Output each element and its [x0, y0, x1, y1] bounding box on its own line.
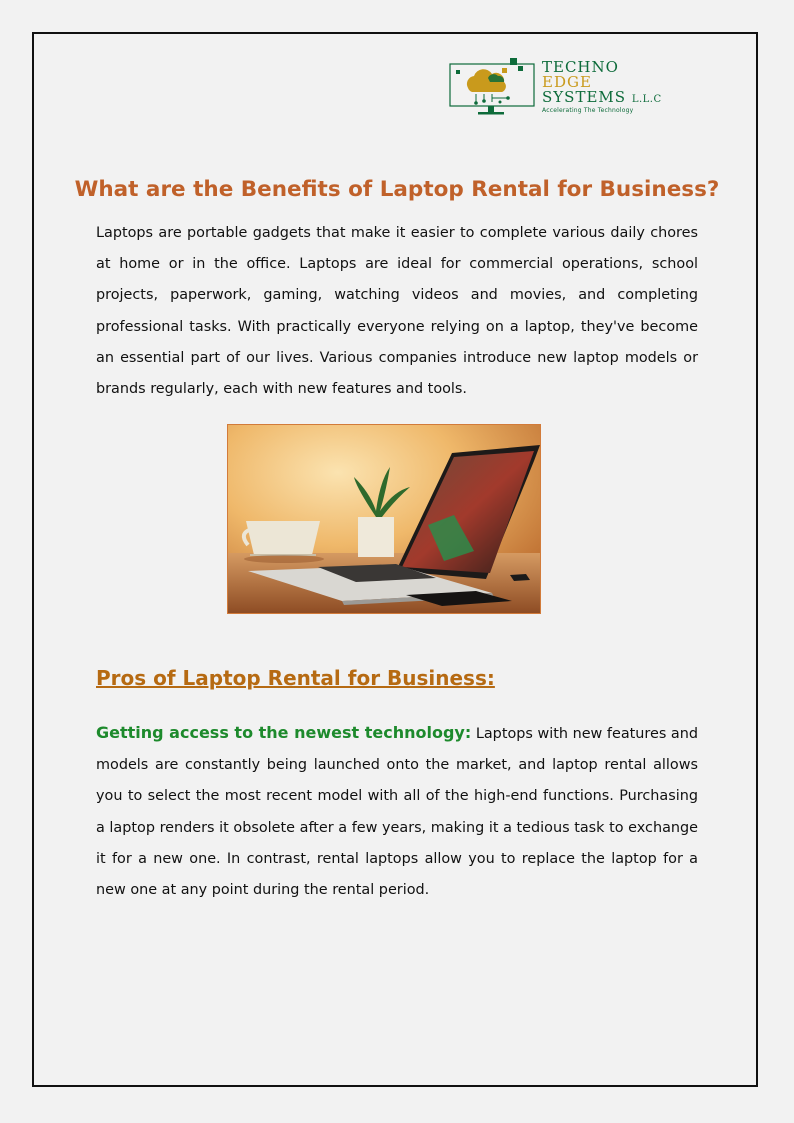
pros-item-lead: Getting access to the newest technology:	[96, 723, 472, 742]
logo-line-techno: TECHNO	[542, 58, 619, 76]
company-logo	[448, 58, 698, 120]
article-title: What are the Benefits of Laptop Rental for Business?	[74, 177, 720, 202]
pros-item-text: Laptops with new features and models are constantly being launched onto the market, and laptop rental allows you to select the most recent model with all of the high-end functions. Purchasing a laptop renders it obsolete after a few years, making it a tedious task to exchange it for a new one. In contrast, rental laptops allow you to replace the laptop for a new one at any point during the rental period.	[96, 726, 699, 899]
logo-systems-text: SYSTEMS	[542, 88, 627, 106]
pros-heading: Pros of Laptop Rental for Business:	[96, 666, 495, 690]
pros-item-0	[96, 717, 698, 906]
logo-llc: L.L.C	[631, 94, 662, 105]
cloud-monitor-icon	[448, 58, 542, 120]
logo-line-systems	[542, 90, 662, 107]
logo-line-edge: EDGE	[542, 73, 592, 91]
laptop-photo-illustration	[228, 425, 541, 614]
logo-tagline: Accelerating The Technology	[542, 107, 634, 114]
intro-paragraph: Laptops are portable gadgets that make it easier to complete various daily chores at home or in the office. Laptops are ideal for commercial operations, school projects, paperwork, gaming, watching videos and movies, and completing professional tasks. With practically everyone relying on a laptop, they've become an essential part of our lives. Various companies introduce new laptop models or brands regularly, each with new features and tools.	[96, 225, 698, 398]
logo-wordmark	[542, 60, 662, 107]
laptop-desk-photo	[227, 424, 541, 614]
